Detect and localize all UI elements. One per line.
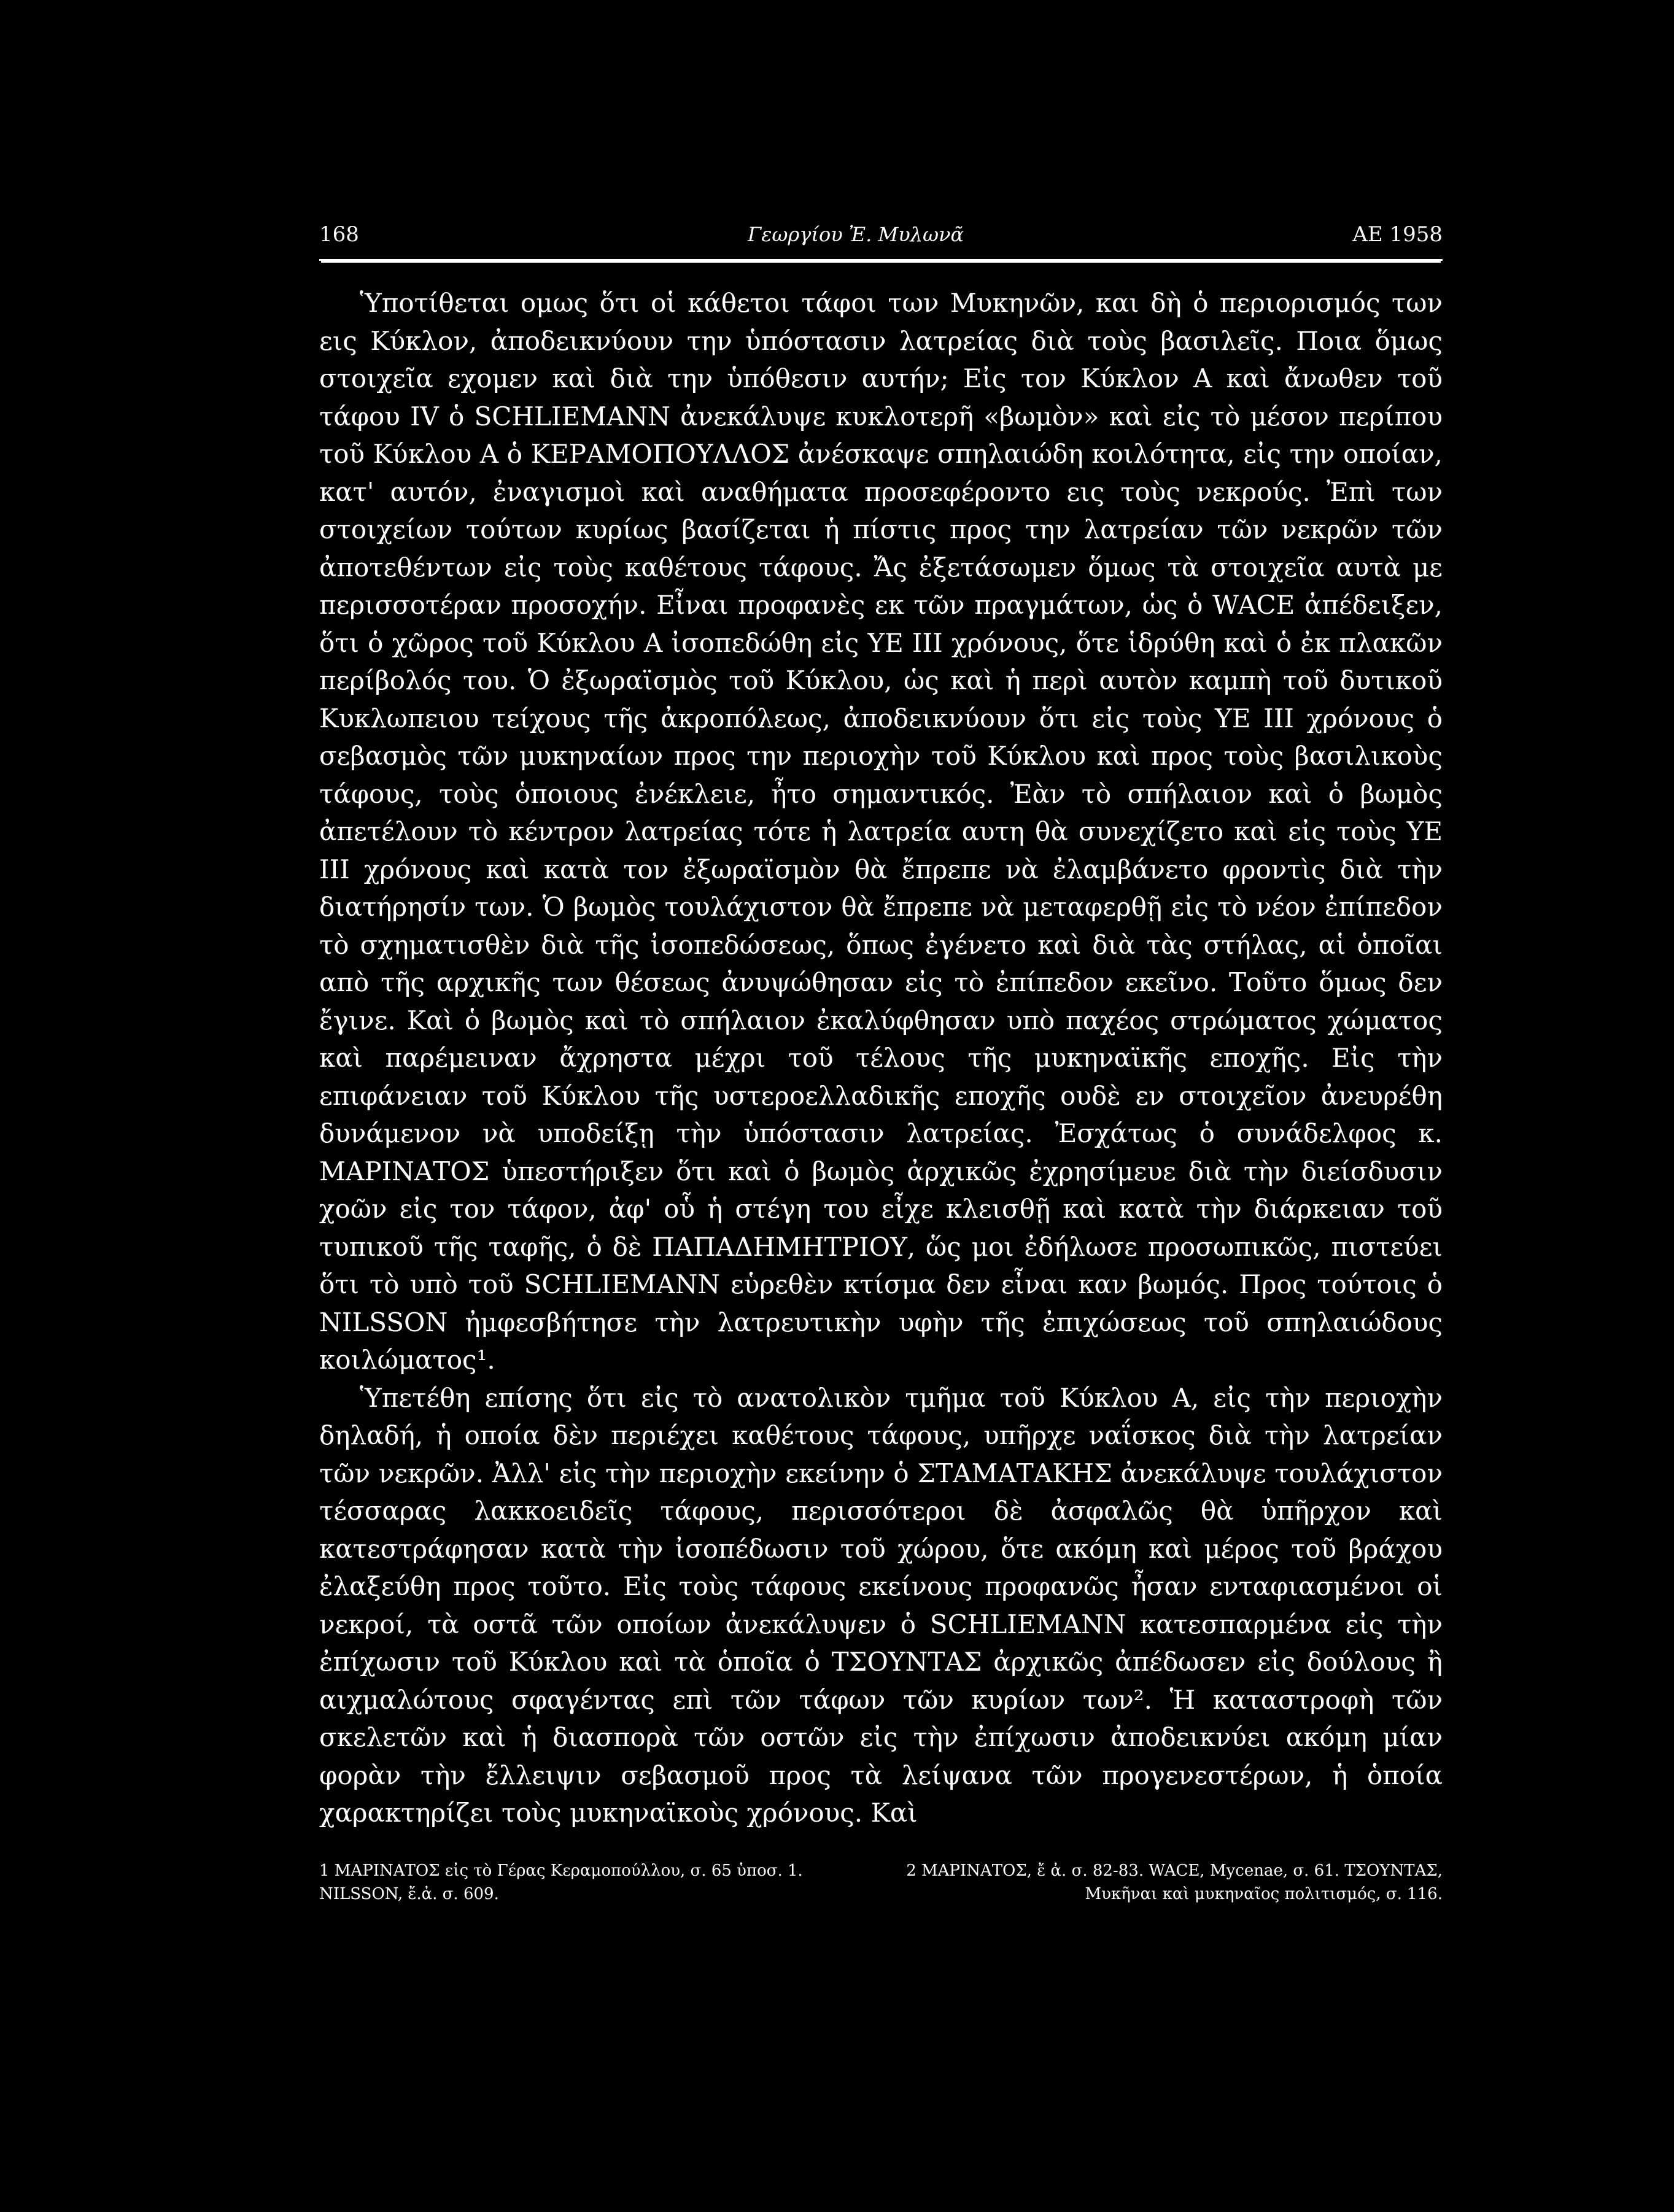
body-text	[319, 284, 1443, 1832]
footnote-2: 2 ΜΑΡΙΝΑΤΟΣ, ἔ ἀ. σ. 82-83. WACE, Mycenae, σ. 61. ΤΣΟΥΝΤΑΣ, Μυκῆναι καὶ μυκηναῖος πολιτισμός, σ. 116.	[906, 1861, 1443, 1903]
paragraph-2: Ὑπετέθη επίσης ὅτι εἰς τὸ ανατολικὸν τμῆμα τοῦ Κύκλου Α, εἰς τὴν περιοχὴν δηλαδή, ἡ οποία δὲν περιέχει καθέτους τάφους, υπῆρχε ναΐσκος διὰ τὴν λατρείαν τῶν νεκρῶν. Ἀλλ' εἰς τὴν περιοχὴν εκείνην ὁ ΣΤΑΜΑΤΑΚΗΣ ἀνεκάλυψε τουλάχιστον τέσσαρας λακκοειδεῖς τάφους, περισσότεροι δὲ ἀσφαλῶς θὰ ὑπῆρχον καὶ κατεστράφησαν κατὰ τὴν ἰσοπέδωσιν τοῦ χώρου, ὅτε ακόμη καὶ μέρος τοῦ βράχου ἐλαξεύθη προς τοῦτο. Εἰς τοὺς τάφους εκείνους προφανῶς ἦσαν ενταφιασμένοι οἱ νεκροί, τὰ οστᾶ τῶν οποίων ἀνεκάλυψεν ὁ SCHLIEMANN κατεσπαρμένα εἰς τὴν ἐπίχωσιν τοῦ Κύκλου καὶ τὰ ὁποῖα ὁ ΤΣΟΥΝΤΑΣ ἀρχικῶς ἀπέδωσεν εἰς δούλους ἢ αιχμαλώτους σφαγέντας επὶ τῶν τάφων τῶν κυρίων των². Ἡ καταστροφὴ τῶν σκελετῶν καὶ ἡ διασπορὰ τῶν οστῶν εἰς τὴν ἐπίχωσιν ἀποδεικνύει ακόμη μίαν φορὰν τὴν ἔλλειψιν σεβασμοῦ προς τὰ λείψανα τῶν προγενεστέρων, ἡ ὁποία χαρακτηρίζει τοὺς μυκηναϊκοὺς χρόνους. Καὶ	[319, 1382, 1443, 1828]
footnotes	[319, 1859, 1443, 1906]
running-header	[319, 221, 1443, 261]
paragraph-1: Ὑποτίθεται ομως ὅτι οἱ κάθετοι τάφοι των Μυκηνῶν, και δὴ ὁ περιορισμός των εις Κύκλον, ἀποδεικνύουν την ὑπόστασιν λατρείας διὰ τοὺς βασιλεῖς. Ποια ὅμως στοιχεῖα εχομεν καὶ διὰ την ὑπόθεσιν αυτήν; Εἰς τον Κύκλον Α καὶ ἄνωθεν τοῦ τάφου IV ὁ SCHLIEMANN ἀνεκάλυψε κυκλοτερῆ «βωμὸν» καὶ εἰς τὸ μέσον περίπου τοῦ Κύκλου Α ὁ ΚΕΡΑΜΟΠΟΥΛΛΟΣ ἀνέσκαψε σπηλαιώδη κοιλότητα, εἰς την οποίαν, κατ' αυτόν, ἐναγισμοὶ καὶ αναθήματα προσεφέροντο εις τοὺς νεκρούς. Ἐπὶ των στοιχείων τούτων κυρίως βασίζεται ἡ πίστις προς την λατρείαν τῶν νεκρῶν τῶν ἀποτεθέντων εἰς τοὺς καθέτους τάφους. Ἄς ἐξετάσωμεν ὅμως τὰ στοιχεῖα αυτὰ με περισσοτέραν προσοχήν. Εἶναι προφανὲς εκ τῶν πραγμάτων, ὡς ὁ WACE ἀπέδειξεν, ὅτι ὁ χῶρος τοῦ Κύκλου Α ἰσοπεδώθη εἰς ΥΕ III χρόνους, ὅτε ἱδρύθη καὶ ὁ ἐκ πλακῶν περίβολός του. Ὁ ἐξωραϊσμὸς τοῦ Κύκλου, ὡς καὶ ἡ περὶ αυτὸν καμπὴ τοῦ δυτικοῦ Κυκλωπειου τείχους τῆς ἀκροπόλεως, ἀποδεικνύουν ὅτι εἰς τοὺς ΥΕ III χρόνους ὁ σεβασμὸς τῶν μυκηναίων προς την περιοχὴν τοῦ Κύκλου καὶ προς τοὺς βασιλικοὺς τάφους, τοὺς ὁποιους ἐνέκλειε, ἦτο σημαντικός. Ἐὰν τὸ σπήλαιον καὶ ὁ βωμὸς ἀπετέλουν τὸ κέντρον λατρείας τότε ἡ λατρεία αυτη θὰ συνεχίζετο καὶ εἰς τοὺς ΥΕ III χρόνους καὶ κατὰ τον ἐξωραϊσμὸν θὰ ἔπρεπε νὰ ἐλαμβάνετο φροντὶς διὰ τὴν διατήρησίν των. Ὁ βωμὸς τουλάχιστον θὰ ἔπρεπε νὰ μεταφερθῇ εἰς τὸ νέον ἐπίπεδον τὸ σχηματισθὲν διὰ τῆς ἰσοπεδώσεως, ὅπως ἐγένετο καὶ διὰ τὰς στήλας, αἱ ὁποῖαι απὸ τῆς αρχικῆς των θέσεως ἀνυψώθησαν εἰς τὸ ἐπίπεδον εκεῖνο. Τοῦτο ὅμως δεν ἔγινε. Καὶ ὁ βωμὸς καὶ τὸ σπήλαιον ἐκαλύφθησαν υπὸ παχέος στρώματος χώματος καὶ παρέμειναν ἄχρηστα μέχρι τοῦ τέλους τῆς μυκηναϊκῆς εποχῆς. Εἰς τὴν επιφάνειαν τοῦ Κύκλου τῆς υστεροελλαδικῆς εποχῆς ουδὲ εν στοιχεῖον ἀνευρέθη δυνάμενον νὰ υποδείξῃ τὴν ὑπόστασιν λατρείας. Ἐσχάτως ὁ συνάδελφος κ. ΜΑΡΙΝΑΤΟΣ ὑπεστήριξεν ὅτι καὶ ὁ βωμὸς ἀρχικῶς ἐχρησίμευε διὰ τὴν διείσδυσιν χοῶν εἰς τον τάφον, ἀφ' οὗ ἡ στέγη του εἶχε κλεισθῇ καὶ κατὰ τὴν διάρκειαν τοῦ τυπικοῦ τῆς ταφῆς, ὁ δὲ ΠΑΠΑΔΗΜΗΤΡΙΟΥ, ὥς μοι ἐδήλωσε προσωπικῶς, πιστεύει ὅτι τὸ υπὸ τοῦ SCHLIEMANN εὑρεθὲν κτίσμα δεν εἶναι καν βωμός. Προς τούτοις ὁ NILSSON ἠμφεσβήτησε τὴν λατρευτικὴν υφὴν τῆς ἐπιχώσεως τοῦ σπηλαιώδους κοιλώματος¹.	[319, 288, 1443, 1375]
footnote-1: 1 ΜΑΡΙΝΑΤΟΣ εἰς τὸ Γέρας Κεραμοπούλλου, σ. 65 ὑποσ. 1. NILSSON, ἔ.ἀ. σ. 609.	[319, 1861, 803, 1903]
document-page	[319, 221, 1443, 1906]
journal-reference: ΑΕ 1958	[1352, 222, 1443, 247]
author-name: Γεωργίου Ἐ. Μυλωνᾶ	[748, 223, 964, 246]
page-number: 168	[319, 222, 359, 247]
